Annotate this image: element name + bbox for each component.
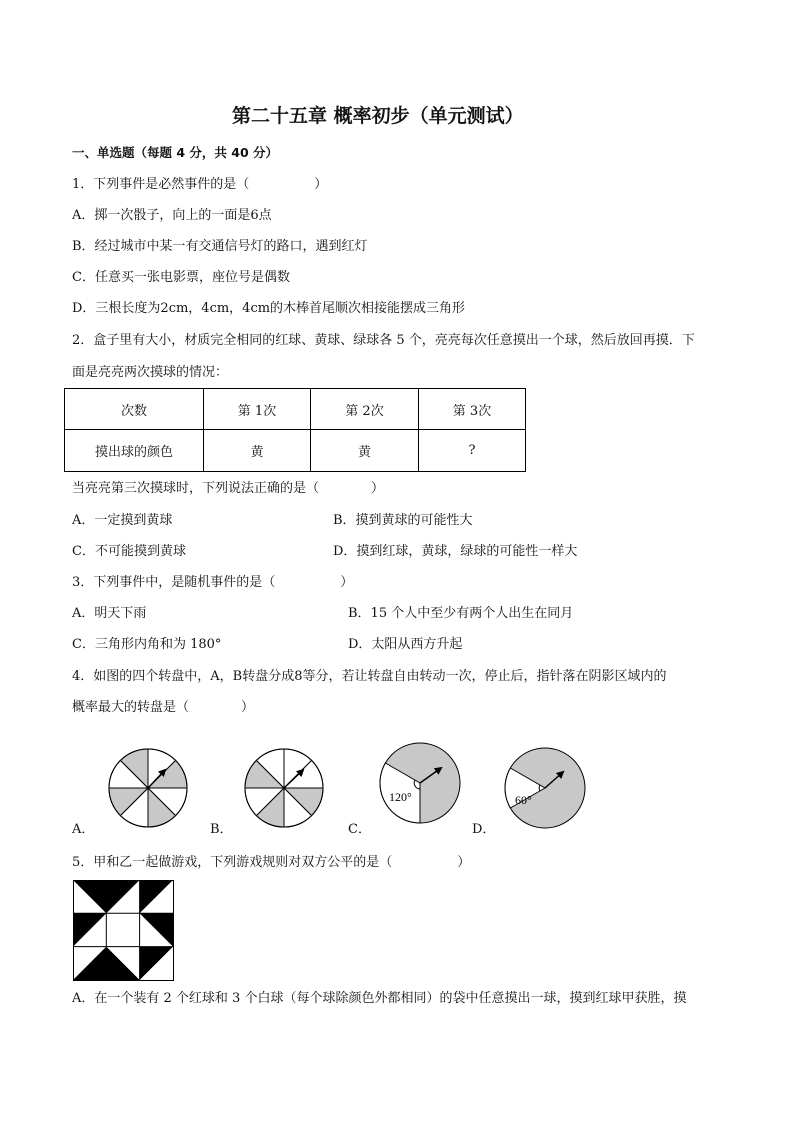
table-header-cell: 第 3次 [419, 389, 526, 430]
q3-option-d: D．太阳从西方升起 [348, 637, 463, 652]
q2-stem-line1: 2．盒子里有大小，材质完全相同的红球、黄球、绿球各 5 个，亮亮每次任意摸出一个球，然后放回再摸．下 [72, 333, 695, 348]
q2-option-b: B．摸到黄球的可能性大 [333, 513, 473, 528]
q3-option-a: A．明天下雨 [72, 606, 147, 621]
draw-results-table [64, 388, 526, 472]
spinner-label-c: C． [348, 822, 371, 837]
table-cell: ? [419, 430, 526, 472]
q4-stem-line1: 4．如图的四个转盘中，A，B转盘分成8等分，若让转盘自由转动一次，停止后，指针落在阴影区域内的 [72, 669, 667, 684]
angle-label-120: 120° [389, 790, 412, 804]
angle-label-60: 60° [515, 793, 532, 807]
q2-option-a: A．一定摸到黄球 [72, 513, 173, 528]
table-header-cell: 第 2次 [311, 389, 419, 430]
table-header-row [65, 389, 526, 430]
table-cell: 黄 [204, 430, 311, 472]
table-row [65, 430, 526, 472]
spinner-label-b: B． [210, 822, 233, 837]
table-cell: 摸出球的颜色 [65, 430, 204, 472]
q3-option-b: B．15 个人中至少有两个人出生在同月 [348, 606, 574, 621]
q1-option-b: B．经过城市中某一有交通信号灯的路口，遇到红灯 [72, 239, 368, 254]
table-cell: 黄 [311, 430, 419, 472]
q2-option-d: D．摸到红球，黄球，绿球的可能性一样大 [333, 544, 578, 559]
spinner-c [380, 743, 460, 823]
q5-option-a: A．在一个装有 2 个红球和 3 个白球（每个球除颜色外都相同）的袋中任意摸出一球，摸到红球甲获胜，摸 [72, 991, 687, 1006]
q2-stem-line2: 面是亮亮两次摸球的情况： [72, 365, 229, 380]
spinner-b [245, 749, 323, 827]
q1-option-c: C．任意买一张电影票，座位号是偶数 [72, 270, 290, 285]
spinner-d [505, 748, 585, 828]
q2-stem-line3: 当亮亮第三次摸球时，下列说法正确的是（ ） [72, 481, 385, 496]
q2-option-c: C．不可能摸到黄球 [72, 544, 186, 559]
spinner-a [109, 749, 187, 827]
table-header-cell: 第 1次 [204, 389, 311, 430]
q5-stem: 5．甲和乙一起做游戏，下列游戏规则对双方公平的是（ ） [72, 855, 471, 870]
triangle-grid-figure [73, 880, 174, 981]
q1-stem: 1．下列事件是必然事件的是（ ） [72, 177, 328, 192]
table-header-cell: 次数 [65, 389, 204, 430]
spinner-label-a: A． [72, 822, 95, 837]
q1-option-a: A．掷一次骰子，向上的一面是6点 [72, 208, 272, 223]
q3-stem: 3．下列事件中，是随机事件的是（ ） [72, 575, 354, 590]
page-title: 第二十五章 概率初步（单元测试） [232, 105, 524, 127]
spinner-label-d: D． [472, 822, 496, 837]
q3-option-c: C．三角形内角和为 180° [72, 637, 222, 652]
q4-stem-line2: 概率最大的转盘是（ ） [72, 700, 255, 715]
section-heading: 一、单选题（每题 4 分，共 40 分） [72, 145, 279, 160]
q1-option-d: D．三根长度为2cm，4cm，4cm的木棒首尾顺次相接能摆成三角形 [72, 301, 466, 316]
